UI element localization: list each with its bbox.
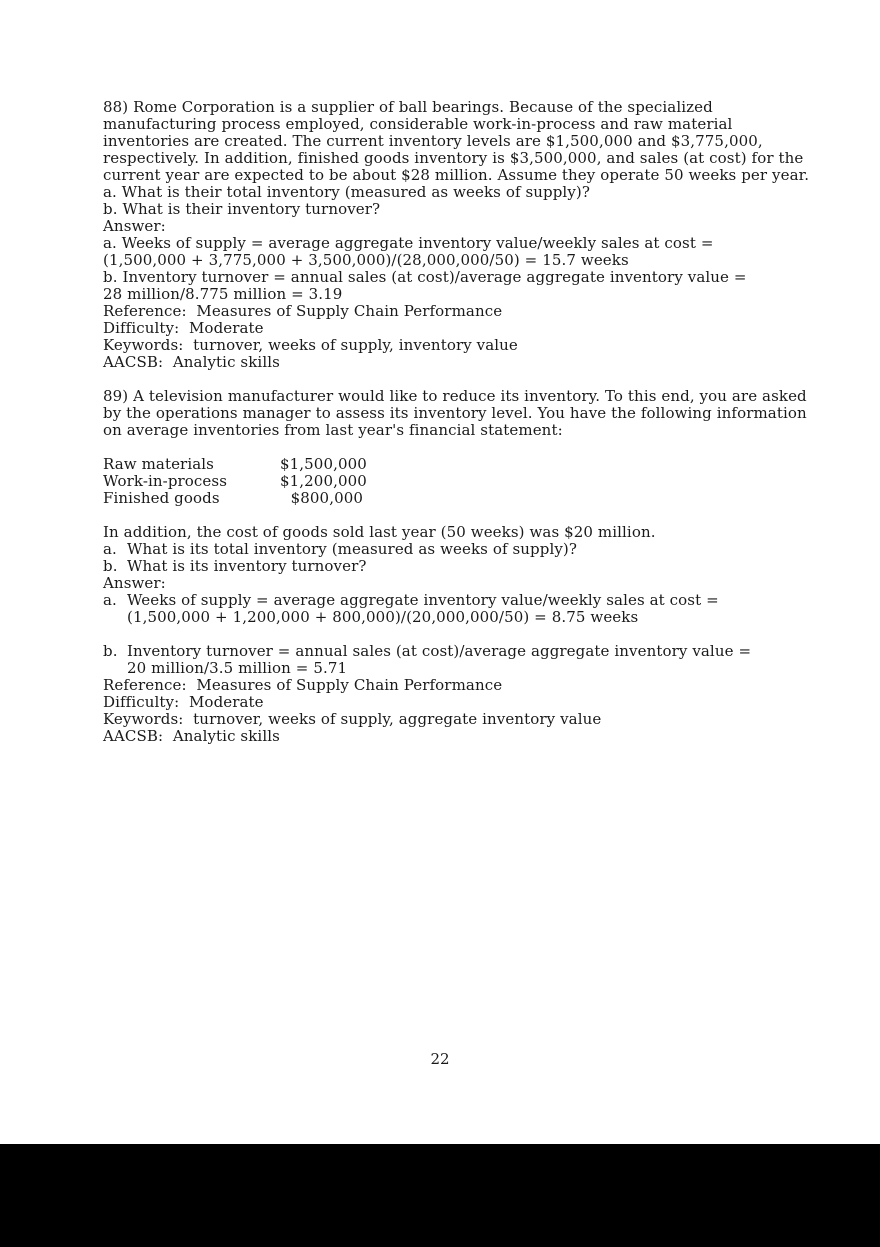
text-line: on average inventories from last year's financial statement: [103,421,563,439]
text-line: AACSB: Analytic skills [103,353,280,371]
list-item-marker: b. [103,557,118,575]
text-line: 89) A television manufacturer would like to reduce its inventory. To this end, you are asked [103,387,807,405]
document-content [103,99,823,745]
blank-line [103,371,823,388]
list-item-text: What is its inventory turnover? [127,557,367,575]
inventory-table [103,456,823,507]
blank-line [103,439,823,456]
text-line: 28 million/8.775 million = 3.19 [103,285,343,303]
text-line: (1,500,000 + 3,775,000 + 3,500,000)/(28,000,000/50) = 15.7 weeks [103,251,629,269]
list-item-text: Inventory turnover = annual sales (at cost)/average aggregate inventory value = [127,642,752,660]
text-line: a. Weeks of supply = average aggregate inventory value/weekly sales at cost = [103,234,714,252]
text-line: Reference: Measures of Supply Chain Performance [103,302,503,320]
list-item [103,541,823,558]
table-cell-label: Work-in-process [103,472,227,490]
text-line: Answer: [103,574,166,592]
text-line: (1,500,000 + 1,200,000 + 800,000)/(20,000,000/50) = 8.75 weeks [127,608,639,626]
table-cell-label: Raw materials [103,455,214,473]
list-item-marker: b. [103,642,118,660]
list-item-text: What is its total inventory (measured as weeks of supply)? [127,540,578,558]
table-row [103,473,823,490]
text-line: respectively. In addition, finished goods inventory is $3,500,000, and sales (at cost) for the [103,149,804,167]
text-line [103,626,823,643]
page-number: 22 [430,1050,450,1068]
table-row [103,490,823,507]
list-item [103,592,823,609]
text-line: a. What is their total inventory (measured as weeks of supply)? [103,183,591,201]
text-line: 88) Rome Corporation is a supplier of ball bearings. Because of the specialized [103,98,713,116]
table-cell-value: $1,200,000 [280,472,367,490]
list-item-text: Weeks of supply = average aggregate inventory value/weekly sales at cost = [127,591,719,609]
list-item [103,558,823,575]
bottom-black-bar [0,1144,880,1247]
question-88 [103,99,823,371]
list-item-marker: a. [103,540,117,558]
text-line: Keywords: turnover, weeks of supply, inventory value [103,336,518,354]
text-line: Difficulty: Moderate [103,319,264,337]
text-line: manufacturing process employed, considerable work-in-process and raw material [103,115,733,133]
table-cell-label: Finished goods [103,489,220,507]
question-89-body [103,524,823,745]
blank-line [103,507,823,524]
table-cell-value: $1,500,000 [280,455,367,473]
text-line: Keywords: turnover, weeks of supply, aggregate inventory value [103,710,602,728]
list-item [103,643,823,660]
text-line: 20 million/3.5 million = 5.71 [127,659,348,677]
text-line: In addition, the cost of goods sold last year (50 weeks) was $20 million. [103,523,656,541]
question-89-intro [103,388,823,439]
text-line: Reference: Measures of Supply Chain Performance [103,676,503,694]
text-line: b. Inventory turnover = annual sales (at cost)/average aggregate inventory value = [103,268,747,286]
text-line: by the operations manager to assess its inventory level. You have the following information [103,404,807,422]
table-cell-value: $800,000 [290,489,363,507]
text-line: AACSB: Analytic skills [103,727,280,745]
table-row [103,456,823,473]
text-line: current year are expected to be about $28 million. Assume they operate 50 weeks per year. [103,166,810,184]
text-line: Answer: [103,217,166,235]
list-item-marker: a. [103,591,117,609]
text-line: inventories are created. The current inventory levels are $1,500,000 and $3,775,000, [103,132,763,150]
text-line: Difficulty: Moderate [103,693,264,711]
text-line: b. What is their inventory turnover? [103,200,381,218]
